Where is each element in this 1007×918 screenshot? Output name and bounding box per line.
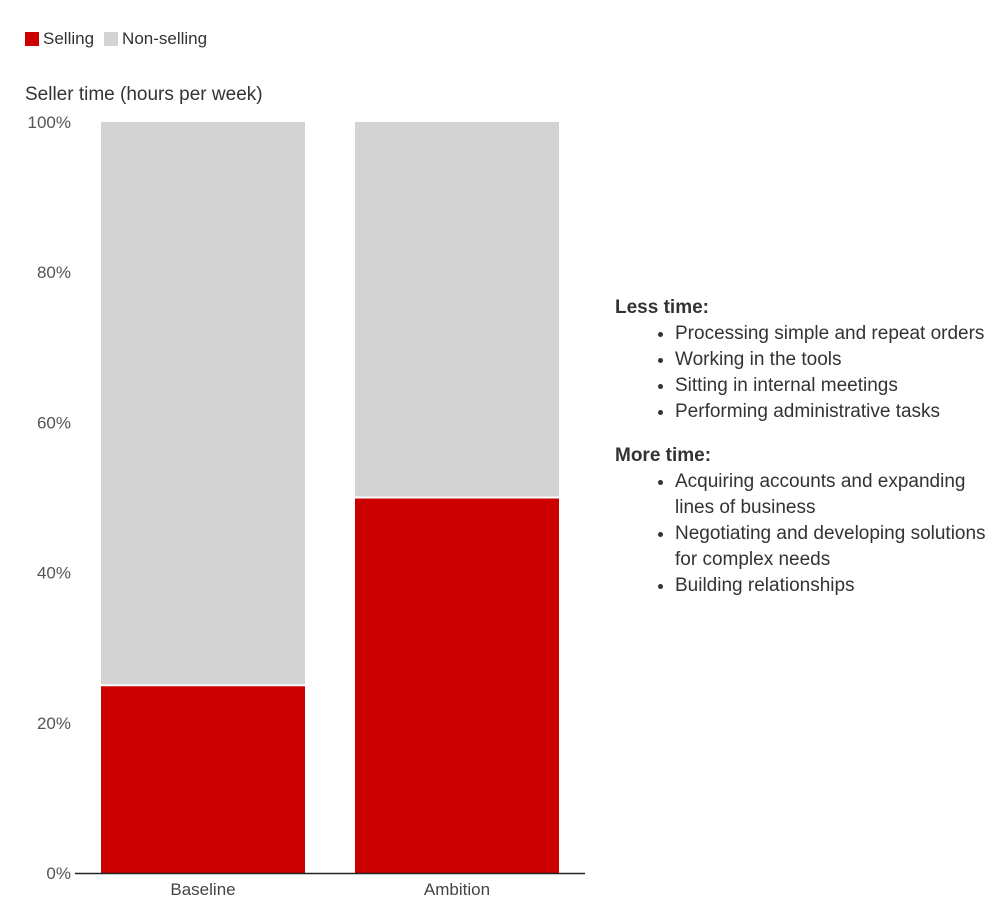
x-axis-categories bbox=[170, 880, 490, 899]
less-time-item: • Performing administrative tasks bbox=[675, 399, 1000, 425]
bar-segment-selling bbox=[101, 685, 305, 873]
more-time-list bbox=[615, 469, 1000, 599]
y-axis-ticks bbox=[28, 113, 71, 883]
y-tick-label: 60% bbox=[36, 413, 71, 433]
bar-segment-non-selling bbox=[355, 122, 559, 498]
x-category-label: Baseline bbox=[170, 880, 236, 899]
bar-segment-selling bbox=[355, 498, 559, 874]
legend-label-non-selling: Non-selling bbox=[122, 29, 208, 48]
y-tick-label: 100% bbox=[27, 113, 71, 132]
y-axis-title: Seller time (hours per week) bbox=[25, 84, 263, 105]
more-time-item: • Building relationships bbox=[675, 573, 1000, 599]
x-category-label: Ambition bbox=[423, 880, 491, 899]
y-tick-label: 20% bbox=[36, 713, 71, 733]
y-tick-label: 0% bbox=[46, 864, 71, 883]
less-time-item: • Sitting in internal meetings bbox=[675, 373, 1000, 399]
y-tick-label: 40% bbox=[36, 563, 71, 583]
more-time-heading: More time: bbox=[615, 445, 712, 466]
less-time-item: • Working in the tools bbox=[675, 347, 1000, 373]
less-time-item: • Processing simple and repeat orders bbox=[675, 321, 1000, 347]
annotation-panel bbox=[615, 295, 1000, 617]
more-time-item: • Acquiring accounts and expanding lines of business bbox=[675, 469, 1000, 521]
more-time-item: • Negotiating and developing solutions for complex needs bbox=[675, 521, 1000, 573]
y-tick-label: 80% bbox=[36, 263, 71, 283]
less-time-heading: Less time: bbox=[615, 297, 709, 318]
less-time-list bbox=[615, 321, 1000, 425]
legend-label-selling: Selling bbox=[43, 29, 95, 48]
bars bbox=[101, 122, 559, 873]
bar-segment-non-selling bbox=[101, 122, 305, 685]
